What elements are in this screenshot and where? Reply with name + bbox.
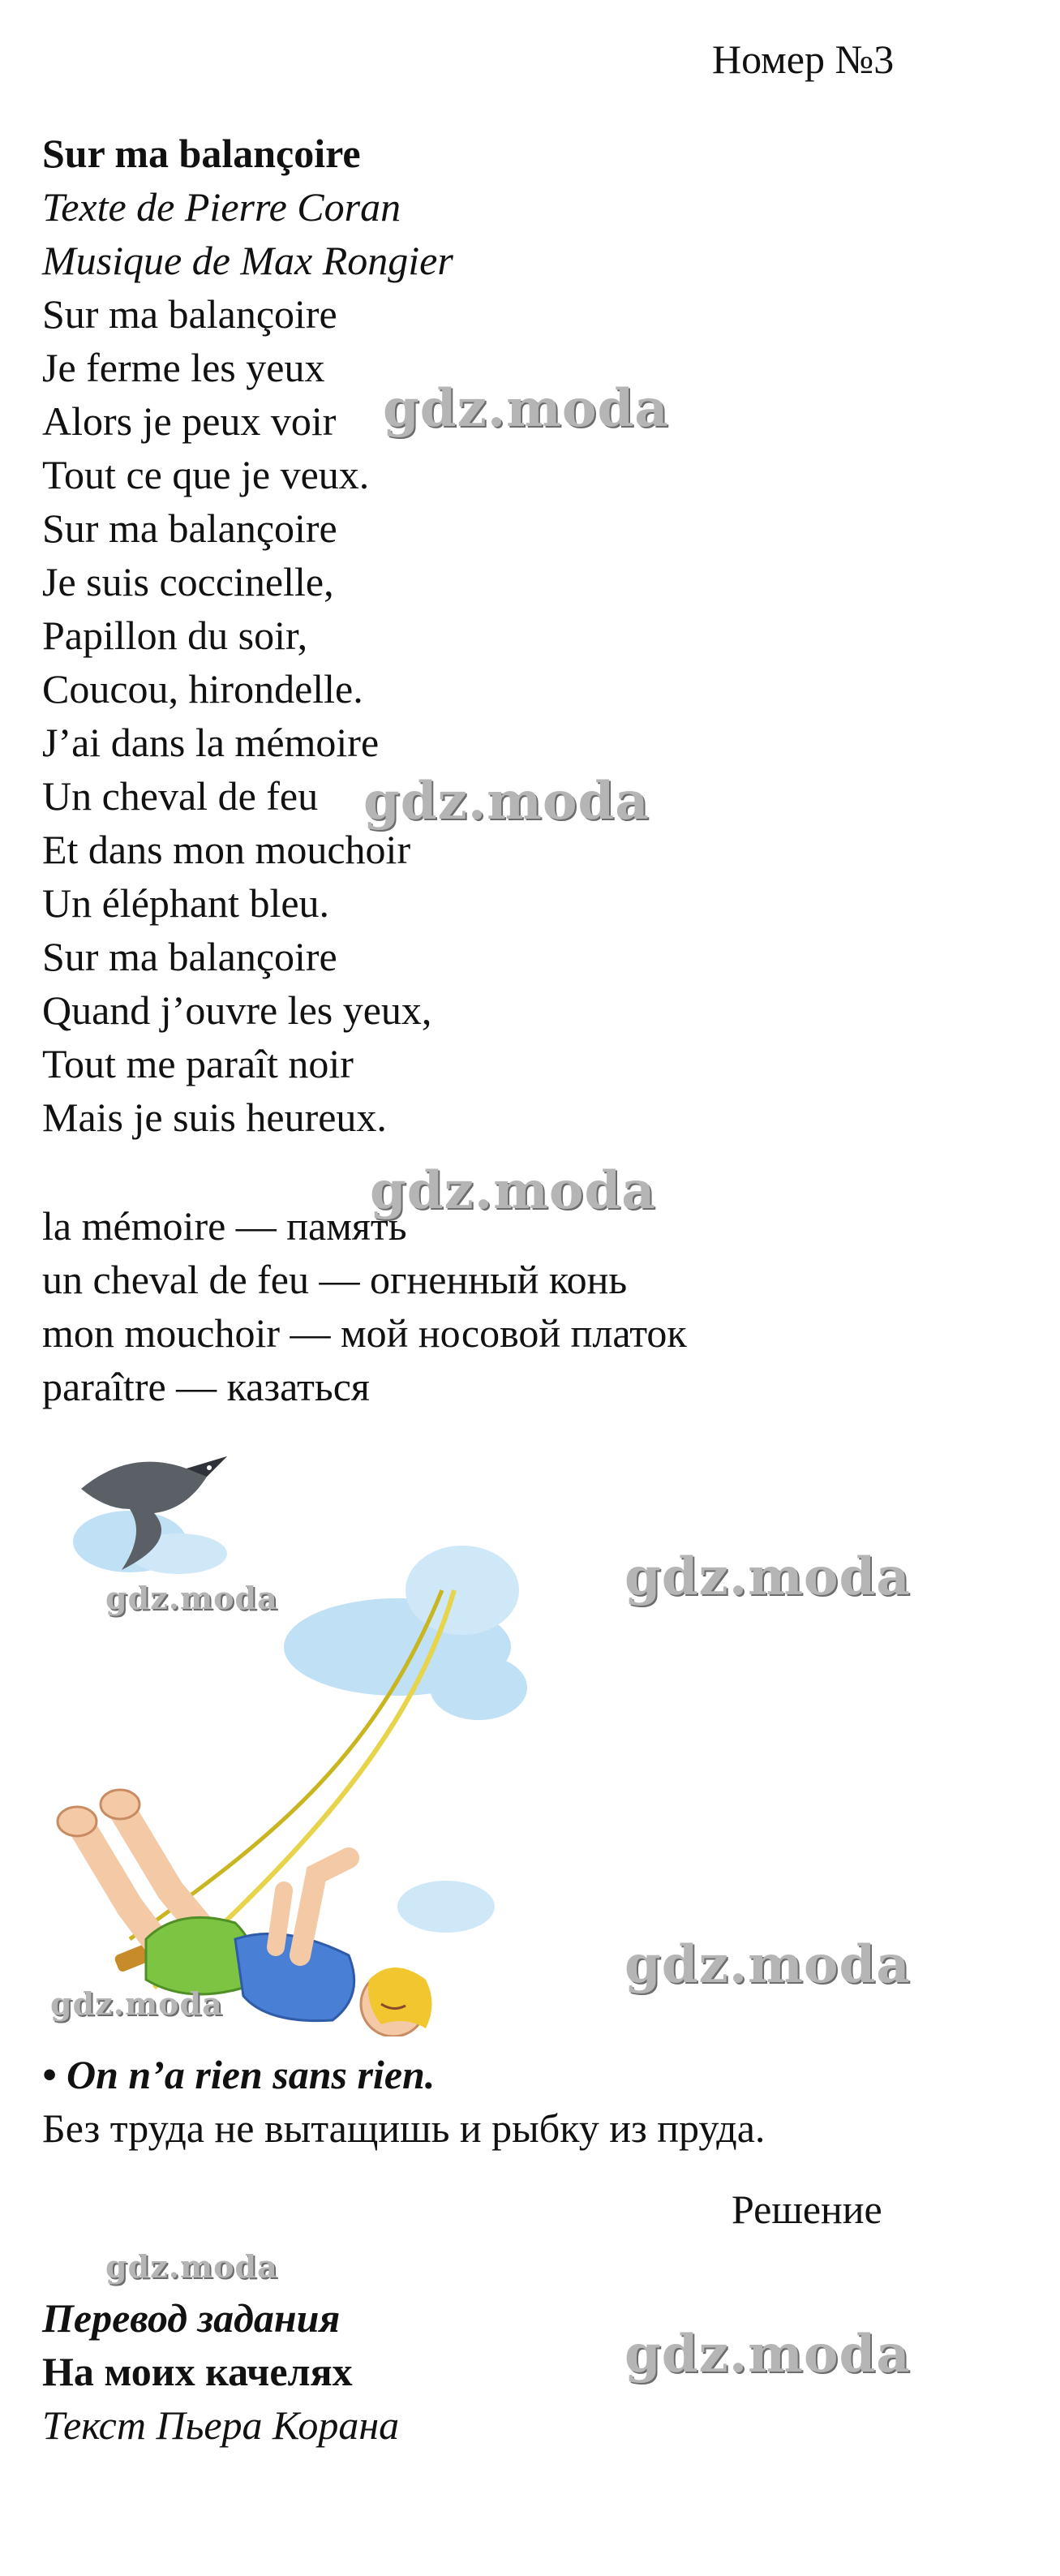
poem-line: J’ai dans la mémoire bbox=[42, 720, 380, 765]
poem-line: Coucou, hirondelle. bbox=[42, 666, 363, 712]
music-author: Musique de Max Rongier bbox=[42, 238, 453, 283]
watermark: gdz.moda bbox=[105, 1580, 278, 1616]
vocab-item: un cheval de feu — огненный конь bbox=[42, 1257, 628, 1302]
translation-heading: Перевод задания bbox=[42, 2295, 341, 2341]
watermark: gdz.moda bbox=[624, 1546, 911, 1607]
translation-author: Текст Пьера Корана bbox=[42, 2402, 400, 2448]
translation-title: На моих качелях bbox=[42, 2349, 353, 2394]
poem-line: Sur ma balançoire bbox=[42, 291, 337, 337]
poem-line: Alors je peux voir bbox=[42, 398, 337, 444]
task-number: Номер №3 bbox=[712, 37, 895, 82]
vocab-item: la mémoire — память bbox=[42, 1203, 407, 1249]
poem-line: Un éléphant bleu. bbox=[42, 880, 330, 926]
watermark: gdz.moda bbox=[105, 2248, 278, 2285]
poem-title: Sur ma balançoire bbox=[42, 131, 361, 176]
vocab-item: mon mouchoir — мой носовой платок bbox=[42, 1310, 687, 1356]
poem-line: Tout me paraît noir bbox=[42, 1041, 354, 1086]
watermark: gdz.moda bbox=[624, 2324, 911, 2385]
watermark: gdz.moda bbox=[50, 1985, 223, 2022]
watermark: gdz.moda bbox=[624, 1934, 911, 1995]
poem-line: Sur ma balançoire bbox=[42, 505, 337, 551]
poem-line: Je ferme les yeux bbox=[42, 345, 325, 390]
text-author: Texte de Pierre Coran bbox=[42, 184, 401, 230]
watermark: gdz.moda bbox=[383, 378, 669, 439]
vocab-item: paraître — казаться bbox=[42, 1364, 370, 1409]
proverb-russian: Без труда не вытащишь и рыбку из пруда. bbox=[42, 2105, 766, 2151]
watermark: gdz.moda bbox=[370, 1160, 656, 1221]
poem-line: Un cheval de feu bbox=[42, 773, 319, 819]
solution-label: Решение bbox=[732, 2187, 882, 2232]
bullet: • bbox=[42, 2052, 57, 2097]
watermark: gdz.moda bbox=[363, 771, 650, 832]
poem-line: Mais je suis heureux. bbox=[42, 1094, 387, 1140]
child-on-swing-illustration bbox=[24, 1420, 527, 2036]
proverb-french-line bbox=[42, 2048, 435, 2101]
poem-line: Tout ce que je veux. bbox=[42, 452, 370, 497]
proverb-french: On n’a rien sans rien. bbox=[67, 2052, 436, 2097]
poem-line: Papillon du soir, bbox=[42, 613, 308, 658]
poem-line: Je suis coccinelle, bbox=[42, 559, 334, 604]
poem-line: Et dans mon mouchoir bbox=[42, 827, 411, 872]
poem-line: Quand j’ouvre les yeux, bbox=[42, 987, 432, 1033]
poem-line: Sur ma balançoire bbox=[42, 934, 337, 979]
